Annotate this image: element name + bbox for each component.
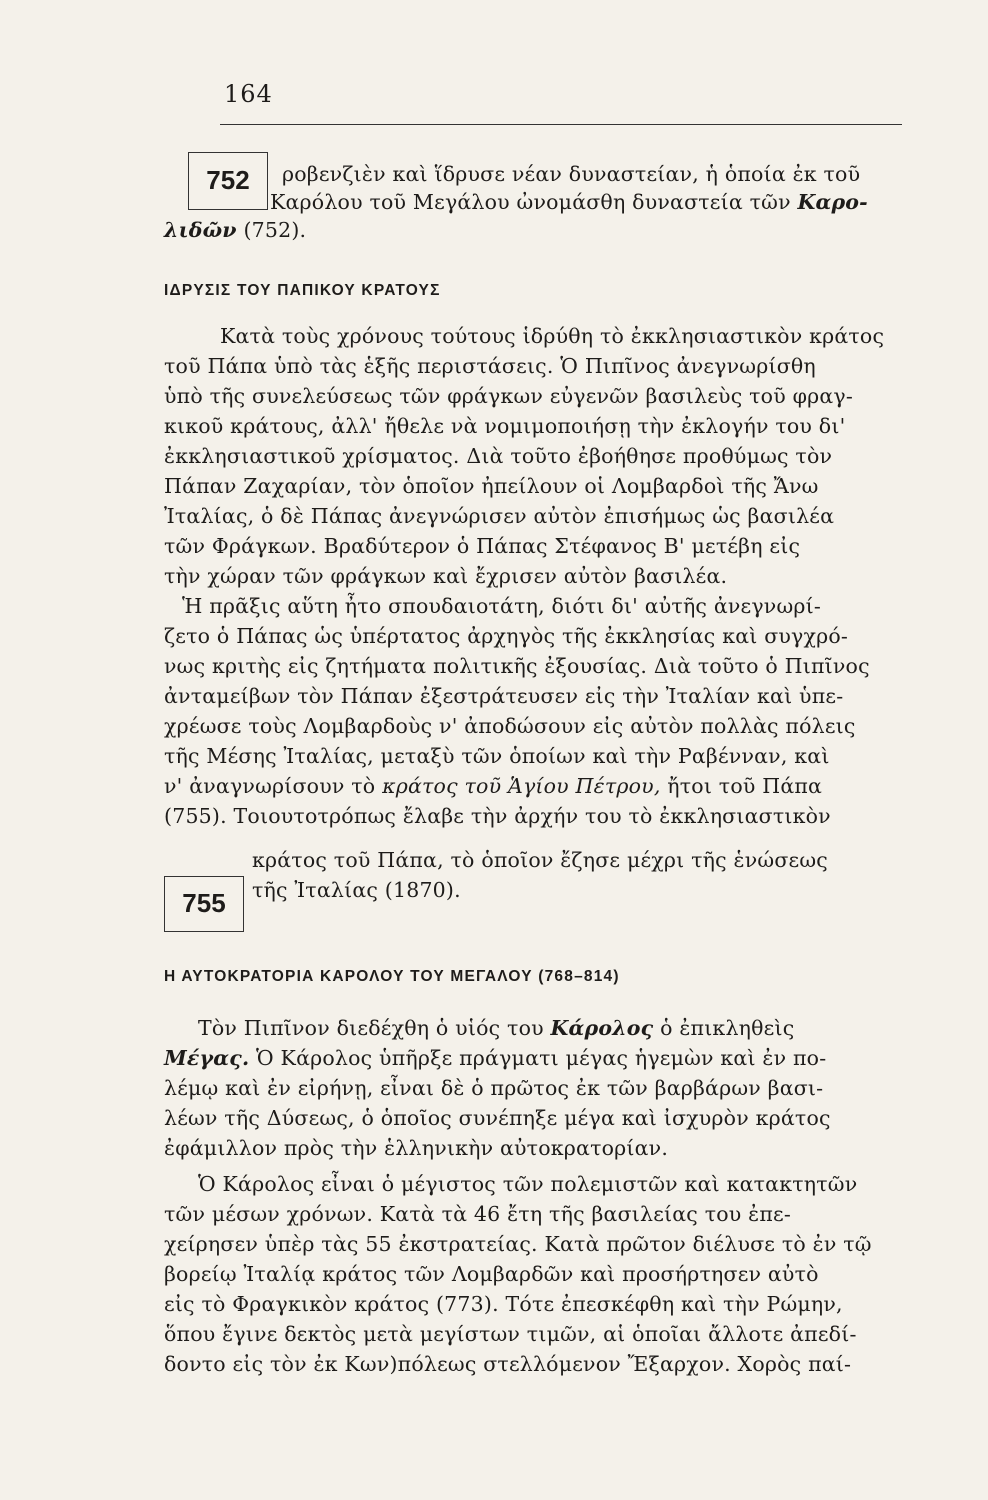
margin-year-755: 755: [164, 876, 244, 932]
s1-line-17: (755). Τοιουτοτρόπως ἔλαβε τὴν ἀρχήν του τὸ ἐκκλησιαστικὸν: [164, 804, 831, 828]
section-heading-papal-state: ΙΔΡΥΣΙΣ ΤΟΥ ΠΑΠΙΚΟΥ ΚΡΑΤΟΥΣ: [164, 282, 441, 299]
s2-line-2: [164, 1044, 826, 1072]
term-kingdom-st-peter: κράτος τοῦ Ἁγίου Πέτρου,: [382, 774, 661, 798]
s2-line-3: λέμῳ καὶ ἐν εἰρήνῃ, εἶναι δὲ ὁ πρῶτος ἐκ τῶν βαρβάρων βασι-: [164, 1076, 824, 1100]
s2-line-12: δοντο εἰς τὸν ἐκ Κων)πόλεως στελλόμενον Ἔξαρχον. Χορὸς παί-: [164, 1352, 852, 1376]
year-ref-752: (752).: [243, 218, 307, 242]
s2-line-6: Ὁ Κάρολος εἶναι ὁ μέγιστος τῶν πολεμιστῶν καὶ κατακτητῶν: [198, 1172, 858, 1196]
s1-line-18: κράτος τοῦ Πάπα, τὸ ὁποῖον ἔζησε μέχρι τῆς ἑνώσεως: [252, 848, 828, 872]
s2-line-4: λέων τῆς Δύσεως, ὁ ὁποῖος συνέπηξε μέγα καὶ ἰσχυρὸν κράτος: [164, 1106, 831, 1130]
s2-line-11: ὅπου ἔγινε δεκτὸς μετὰ μεγίστων τιμῶν, αἱ ὁποῖαι ἄλλοτε ἀπεδί-: [164, 1322, 857, 1346]
s1-line-11: ζετο ὁ Πάπας ὡς ὑπέρτατος ἀρχηγὸς τῆς ἐκκλησίας καὶ συγχρό-: [164, 624, 849, 648]
s1-line-3: ὑπὸ τῆς συνελεύσεως τῶν φράγκων εὐγενῶν βασιλεὺς τοῦ φραγ-: [164, 384, 854, 408]
s2-line-2-rest: Ὁ Κάρολος ὑπῆρξε πράγματι μέγας ἡγεμὼν καὶ ἐν πο-: [256, 1046, 827, 1070]
header-rule: [220, 124, 902, 125]
s2-line-1-suffix: ὁ ἐπικληθεὶς: [660, 1016, 795, 1040]
s1-line-4: κικοῦ κράτους, ἀλλ' ἤθελε νὰ νομιμοποιήσῃ τὴν ἐκλογήν του δι': [164, 414, 846, 438]
s1-line-15: τῆς Μέσης Ἰταλίας, μεταξὺ τῶν ὁποίων καὶ τὴν Ραβένναν, καὶ: [164, 744, 830, 768]
s2-line-8: χείρησεν ὑπὲρ τὰς 55 ἐκστρατείας. Κατὰ πρῶτον διέλυσε τὸ ἐν τῷ: [164, 1232, 872, 1256]
s2-line-7: τῶν μέσων χρόνων. Κατὰ τὰ 46 ἔτη τῆς βασιλείας του ἐπε-: [164, 1202, 791, 1226]
s1-line-7: Ἰταλίας, ὁ δὲ Πάπας ἀνεγνώρισεν αὐτὸν ἐπισήμως ὡς βασιλέα: [164, 504, 835, 528]
s2-line-5: ἐφάμιλλον πρὸς τὴν ἑλληνικὴν αὐτοκρατορίαν.: [164, 1136, 669, 1160]
s1-line-9: τὴν χώραν τῶν φράγκων καὶ ἔχρισεν αὐτὸν βασιλέα.: [164, 564, 728, 588]
term-karolidon-a: Καρο-: [797, 190, 868, 214]
term-karolos: Κάρολος: [550, 1016, 654, 1040]
s1-line-13: ἀνταμείβων τὸν Πάπαν ἐξεστράτευσεν εἰς τὴν Ἰταλίαν καὶ ὑπε-: [164, 684, 844, 708]
s1-line-1: Κατὰ τοὺς χρόνους τούτους ἱδρύθη τὸ ἐκκλησιαστικὸν κράτος: [220, 324, 885, 348]
term-karolidon-b: λιδῶν: [164, 218, 237, 242]
s1-line-8: τῶν Φράγκων. Βραδύτερον ὁ Πάπας Στέφανος Β' μετέβη εἰς: [164, 534, 801, 558]
s1-line-16: [164, 772, 822, 800]
s2-line-9: βορείῳ Ἰταλίᾳ κράτος τῶν Λομβαρδῶν καὶ προσήρτησεν αὐτὸ: [164, 1262, 819, 1286]
intro-line-3: [164, 216, 306, 244]
s2-line-1: [198, 1014, 794, 1042]
intro-line-2-text: Καρόλου τοῦ Μεγάλου ὠνομάσθη δυναστεία τῶν: [270, 190, 791, 214]
s1-line-19: τῆς Ἰταλίας (1870).: [252, 878, 461, 902]
intro-line-2: [270, 188, 868, 216]
s1-line-16-suffix: ἤτοι τοῦ Πάπα: [667, 774, 823, 798]
margin-year-752: 752: [188, 152, 268, 210]
s1-line-12: νως κριτὴς εἰς ζητήματα πολιτικῆς ἐξουσίας. Διὰ τοῦτο ὁ Πιπῖνος: [164, 654, 870, 678]
s2-line-10: εἰς τὸ Φραγκικὸν κράτος (773). Τότε ἐπεσκέφθη καὶ τὴν Ρώμην,: [164, 1292, 843, 1316]
s1-line-10: Ἡ πρᾶξις αὕτη ἦτο σπουδαιοτάτη, διότι δι' αὐτῆς ἀνεγνωρί-: [182, 594, 822, 618]
s1-line-2: τοῦ Πάπα ὑπὸ τὰς ἑξῆς περιστάσεις. Ὁ Πιπῖνος ἀνεγνωρίσθη: [164, 354, 816, 378]
intro-line-1: ροβενζιὲν καὶ ἵδρυσε νέαν δυναστείαν, ἡ ὁποία ἐκ τοῦ: [282, 162, 861, 186]
s1-line-16-prefix: ν' ἀναγνωρίσουν τὸ: [164, 774, 376, 798]
page-number: 164: [224, 80, 273, 108]
term-megas: Μέγας.: [164, 1046, 250, 1070]
s1-line-5: ἐκκλησιαστικοῦ χρίσματος. Διὰ τοῦτο ἐβοήθησε προθύμως τὸν: [164, 444, 833, 468]
s1-line-6: Πάπαν Ζαχαρίαν, τὸν ὁποῖον ἠπείλουν οἱ Λομβαρδοὶ τῆς Ἄνω: [164, 474, 819, 498]
s1-line-14: χρέωσε τοὺς Λομβαρδοὺς ν' ἀποδώσουν εἰς αὐτὸν πολλὰς πόλεις: [164, 714, 856, 738]
section-heading-charlemagne-empire: Η ΑΥΤΟΚΡΑΤΟΡΙΑ ΚΑΡΟΛΟΥ ΤΟΥ ΜΕΓΑΛΟΥ (768–814): [164, 968, 620, 985]
s2-line-1-prefix: Τὸν Πιπῖνον διεδέχθη ὁ υἱός του: [198, 1016, 544, 1040]
